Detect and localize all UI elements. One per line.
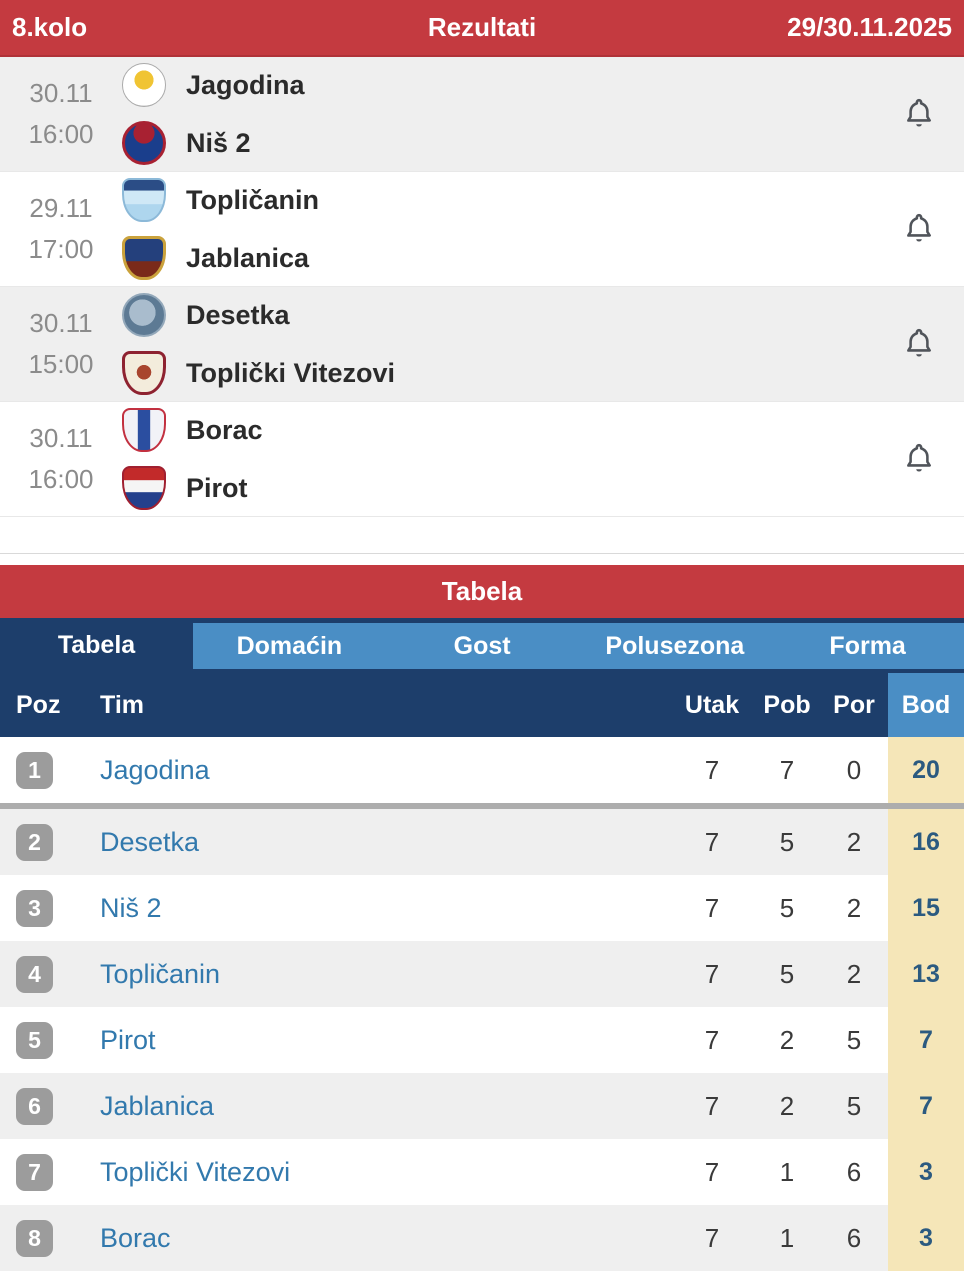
fixture-datetime [0,193,122,265]
cell-pob: 1 [779,1156,795,1187]
fixture-time: 16:00 [28,119,94,149]
tab-polusezona[interactable]: Polusezona [579,623,772,669]
team-link[interactable]: Pirot [100,1024,156,1055]
fixture-datetime [0,308,122,380]
team-logo-borac [122,408,166,452]
cell-pob: 2 [779,1024,795,1055]
fixture-away-team[interactable]: Jablanica [186,242,310,273]
col-header-poz: Poz [16,690,61,719]
team-link[interactable]: Jablanica [100,1090,215,1121]
cell-por: 2 [846,958,862,989]
team-link[interactable]: Jagodina [100,754,210,785]
team-logo-jagodina [122,63,166,107]
section-divider [0,553,964,565]
cell-utak: 7 [704,754,720,785]
results-header [0,0,964,57]
notification-bell-button[interactable] [874,325,964,363]
fixture-date: 29.11 [29,193,93,223]
table-title: Tabela [441,576,523,606]
cell-utak: 7 [704,1024,720,1055]
fixture-date: 30.11 [29,308,93,338]
table-row[interactable] [0,1205,964,1271]
cell-utak: 7 [704,1090,720,1121]
table-row[interactable] [0,1139,964,1205]
team-logo-toplicki-vitezovi [122,351,166,395]
table-row[interactable] [0,875,964,941]
fixture-home-team[interactable]: Desetka [186,299,290,330]
cell-utak: 7 [704,1156,720,1187]
table-header-row [0,673,964,737]
position-badge: 1 [16,752,53,789]
table-row[interactable] [0,1073,964,1139]
cell-por: 6 [846,1156,862,1187]
tab-tabela[interactable]: Tabela [0,618,193,673]
fixture-row[interactable] [0,402,964,517]
col-header-bod: Bod [888,673,964,737]
cell-bod: 16 [888,809,964,875]
team-logo-nis2 [122,121,166,165]
cell-utak: 7 [704,958,720,989]
position-badge: 6 [16,1088,53,1125]
fixture-away-team[interactable]: Pirot [186,472,248,503]
bell-icon [901,440,937,478]
notification-bell-button[interactable] [874,210,964,248]
table-tabs [0,618,964,673]
cell-bod: 3 [888,1205,964,1271]
notification-bell-button[interactable] [874,440,964,478]
fixture-datetime [0,78,122,150]
col-header-por: Por [833,690,875,719]
results-date-range: 29/30.11.2025 [787,12,952,42]
table-row[interactable] [0,1007,964,1073]
cell-utak: 7 [704,892,720,923]
fixture-row[interactable] [0,287,964,402]
fixture-home-team[interactable]: Borac [186,414,263,445]
team-logo-jablanica [122,236,166,280]
position-badge: 5 [16,1022,53,1059]
cell-bod: 13 [888,941,964,1007]
results-title: Rezultati [427,12,537,42]
tab-gost[interactable]: Gost [386,623,579,669]
fixture-row[interactable] [0,172,964,287]
cell-por: 5 [846,1090,862,1121]
bell-icon [901,210,937,248]
team-link[interactable]: Desetka [100,826,200,857]
table-title-bar [0,565,964,618]
team-link[interactable]: Niš 2 [100,892,162,923]
fixture-away-team[interactable]: Niš 2 [186,127,251,158]
standings-section [0,565,964,1271]
cell-bod: 7 [888,1007,964,1073]
cell-bod: 20 [888,737,964,803]
team-logo-toplicanin [122,178,166,222]
fixture-home-team[interactable]: Jagodina [186,69,305,100]
cell-bod: 7 [888,1073,964,1139]
fixture-date: 30.11 [29,423,93,453]
cell-bod: 3 [888,1139,964,1205]
fixture-time: 15:00 [28,349,94,379]
table-row[interactable] [0,941,964,1007]
team-link[interactable]: Topličanin [100,958,221,989]
round-label: 8.kolo [12,12,88,42]
position-badge: 2 [16,824,53,861]
fixture-row[interactable] [0,57,964,172]
col-header-utak: Utak [684,690,740,719]
cell-por: 6 [846,1222,862,1253]
cell-pob: 1 [779,1222,795,1253]
team-link[interactable]: Toplički Vitezovi [100,1156,291,1187]
results-section [0,0,964,565]
team-logo-pirot [122,466,166,510]
fixture-datetime [0,423,122,495]
cell-por: 2 [846,892,862,923]
fixture-time: 16:00 [28,464,94,494]
col-header-pob: Pob [763,690,811,719]
table-row[interactable] [0,737,964,803]
position-badge: 4 [16,956,53,993]
team-logo-desetka [122,293,166,337]
cell-utak: 7 [704,1222,720,1253]
col-header-tim: Tim [100,690,144,719]
fixture-home-team[interactable]: Topličanin [186,184,319,215]
position-badge: 7 [16,1154,53,1191]
tab-domacin[interactable]: Domaćin [193,623,386,669]
fixture-time: 17:00 [28,234,94,264]
tab-forma[interactable]: Forma [771,623,964,669]
cell-bod: 15 [888,875,964,941]
cell-pob: 5 [779,892,795,923]
cell-por: 0 [846,754,862,785]
team-link[interactable]: Borac [100,1222,171,1253]
fixture-date: 30.11 [29,78,93,108]
cell-utak: 7 [704,826,720,857]
cell-pob: 5 [779,958,795,989]
table-row[interactable] [0,809,964,875]
cell-pob: 2 [779,1090,795,1121]
bell-icon [901,325,937,363]
cell-pob: 5 [779,826,795,857]
notification-bell-button[interactable] [874,95,964,133]
fixture-away-team[interactable]: Toplički Vitezovi [186,357,396,388]
position-badge: 3 [16,890,53,927]
bell-icon [901,95,937,133]
cell-por: 5 [846,1024,862,1055]
cell-por: 2 [846,826,862,857]
cell-pob: 7 [779,754,795,785]
position-badge: 8 [16,1220,53,1257]
